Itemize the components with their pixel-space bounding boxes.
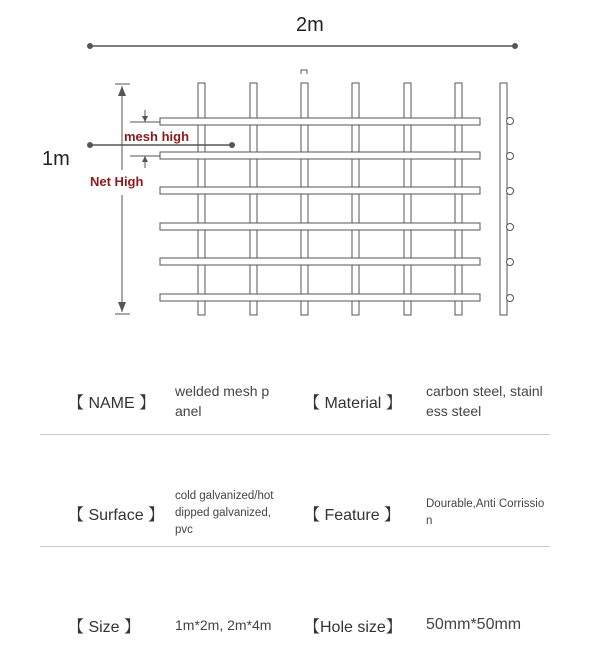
net-high-dimension [115,84,130,314]
spec-value: cold galvanized/hot dipped galvanized,pvc [175,489,274,536]
spec-value: welded mesh panel [175,383,270,419]
width-label: 2m [296,14,324,36]
width-dimension-line [87,43,518,49]
spec-value: 1m*2m, 2m*4m [175,617,272,633]
spec-key: 【 Material 】 [304,394,402,412]
spec-value: carbon steel, stainless steel [426,383,543,419]
spec-key: 【Hole size】 [304,618,402,636]
spec-value: Dourable,Anti Corrission [426,498,545,527]
spec-row [40,368,550,435]
spec-key: 【 Size 】 [68,618,141,636]
top-mark [301,70,307,74]
height-label: 1m [42,148,70,170]
spec-key: 【 NAME 】 [68,394,156,412]
spec-table [40,368,550,658]
spec-value: 50mm*50mm [426,616,522,633]
spec-key: 【 Surface 】 [68,506,165,524]
spec-key: 【 Feature 】 [304,506,401,524]
mesh-high-label: mesh high [124,129,190,144]
spec-row [40,592,550,658]
side-profile-view [500,83,514,315]
spec-row [40,480,550,547]
net-high-label: Net High [90,174,144,189]
